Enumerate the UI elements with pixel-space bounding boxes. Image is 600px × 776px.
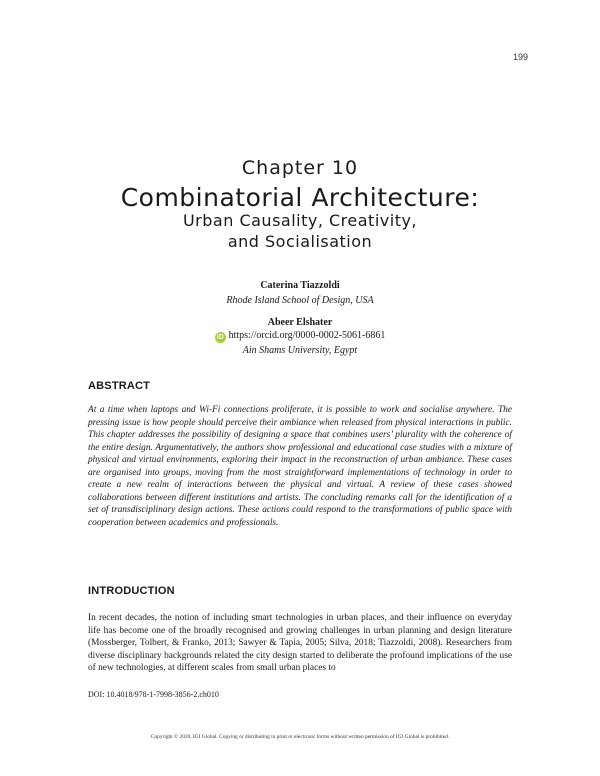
author-name: Abeer Elshater [267,317,333,328]
doi-line: DOI: 10.4018/978-1-7998-3856-2.ch010 [88,690,219,699]
subtitle-line: and Socialisation [227,232,373,251]
chapter-label: Chapter 10 [241,157,359,179]
author-affiliation: Ain Shams University, Egypt [242,345,358,356]
abstract-body: At a time when laptops and Wi-Fi connections proliferate, it is possible to work and socialise anywhere. The pressing issue is how people should perceive their ambiance when released from physical interactions in public. This chapter addresses the possibility of designing a space that combines users’ plurality with the coherence of the entire design. Argumentatively, the authors show professional and educational case studies with a mixture of physical and virtual environments, exploring their impact in the reconstruction of urban ambiance. These cases are organised into groups, moving from the most straightforward implementations of technology in order to create a new realm of interactions between the physical and virtual. A review of these cases showed collaborations between different institutions and artists. The concluding remarks call for the identification of a set of transdisciplinary design actions. These actions could respond to the transformations of public space with cooperation between academics and professionals. [88,405,512,528]
orcid-row [0,330,600,343]
introduction-heading: INTRODUCTION [88,585,175,597]
chapter-subtitle [0,210,600,252]
chapter-title: Combinatorial Architecture: [120,183,480,212]
author-name: Caterina Tiazzoldi [260,280,340,291]
subtitle-line: Urban Causality, Creativity, [182,211,418,230]
abstract-heading: ABSTRACT [88,380,151,392]
orcid-link[interactable]: https://orcid.org/0000-0002-5061-6861 [228,330,386,341]
author-affiliation: Rhode Island School of Design, USA [226,295,374,306]
page-number: 199 [512,52,528,62]
copyright-notice: Copyright © 2020, IGI Global. Copying or distributing in print or electronic forms without written permission of IGI Global is prohibited. [150,734,450,740]
orcid-icon: iD [216,334,224,341]
introduction-body: In recent decades, the notion of including smart technologies in urban places, and their influence on everyday life has become one of the broadly recognised and growing challenges in urban planning and design literature (Mossberger, Tolbert, & Franko, 2013; Sawyer & Tapia, 2005; Silva, 2018; Tiazzoldi, 2008). Researchers from diverse disciplinary backgrounds related the city design started to deliberate the profound implications of the use of new technologies, at different scales from small urban places to [88,613,512,674]
